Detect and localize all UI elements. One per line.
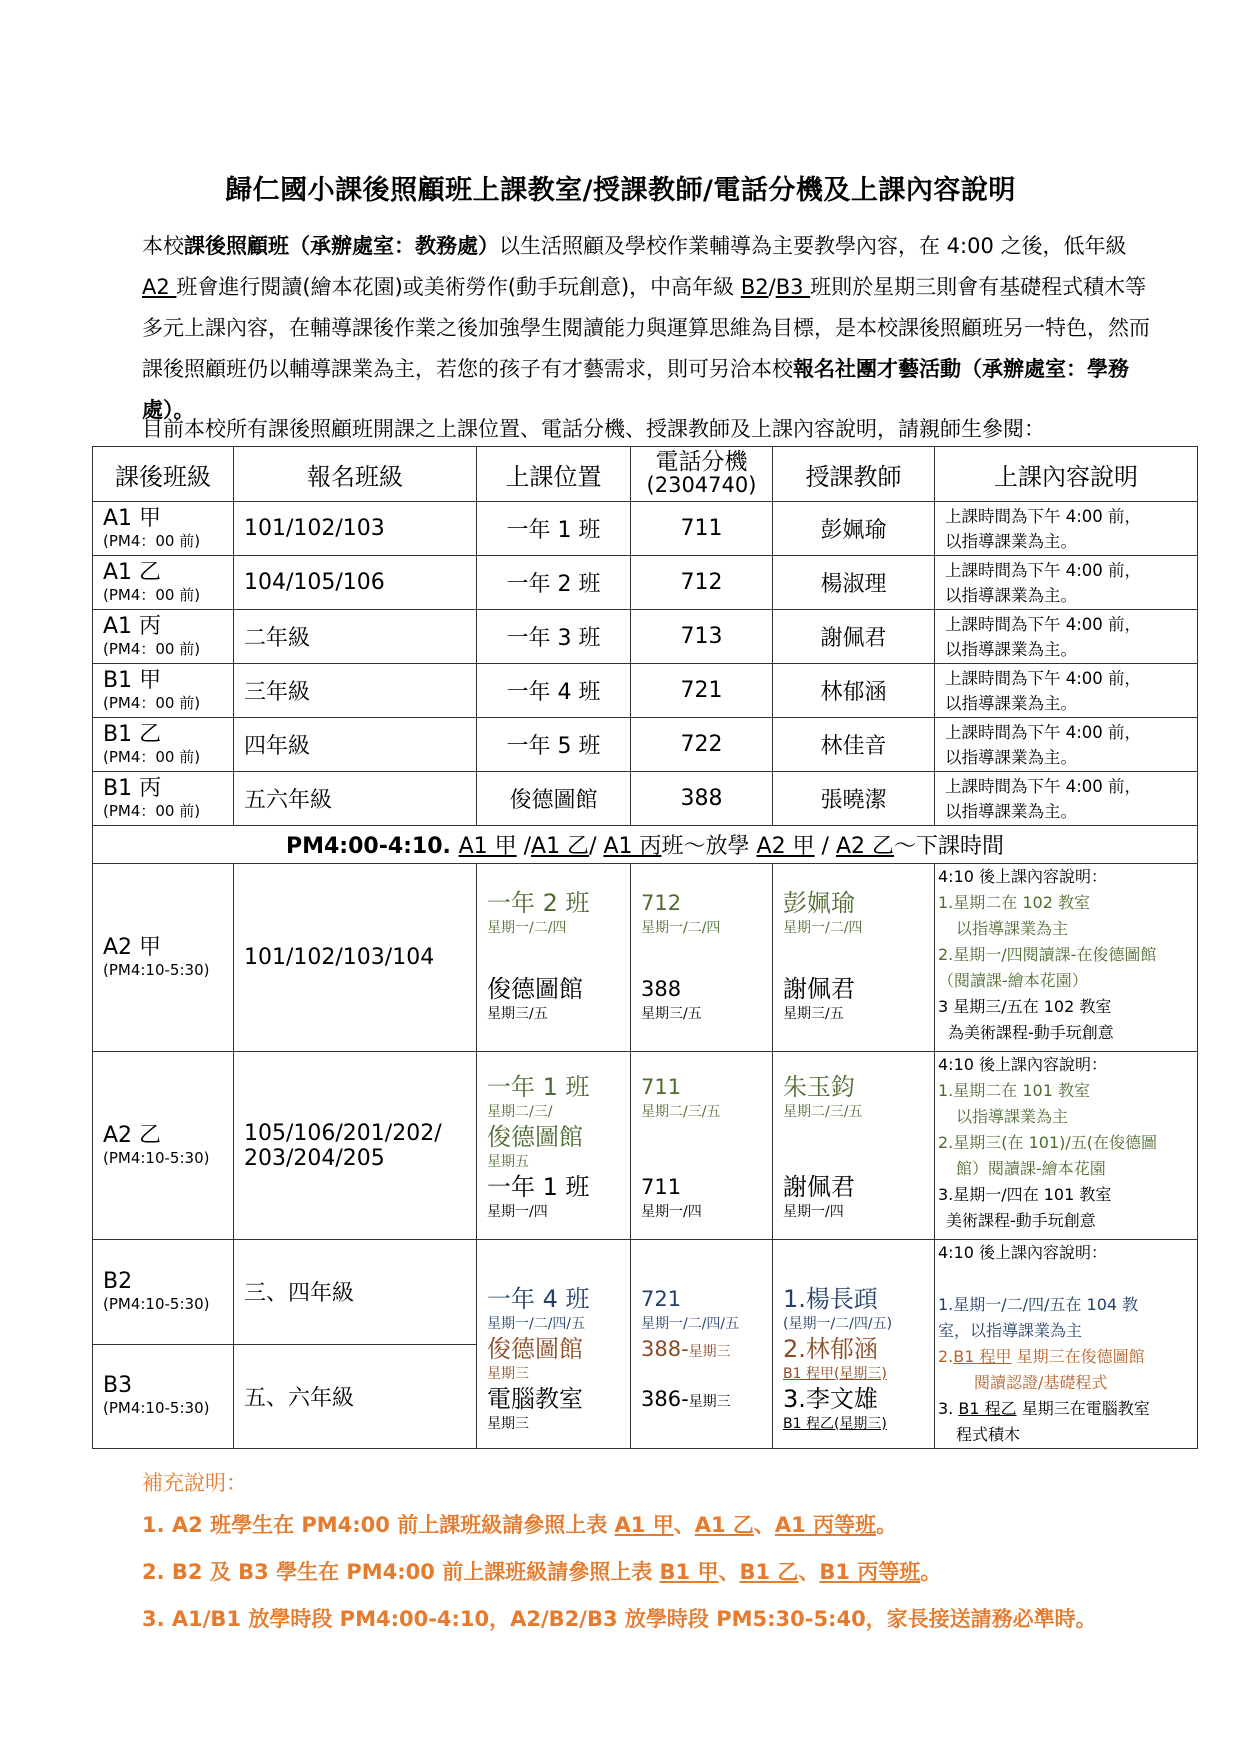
room-cell <box>477 1240 631 1449</box>
extension-secondary: 711 <box>641 1175 682 1199</box>
band-class: A1 甲 <box>458 834 517 859</box>
extension-primary: 721 <box>641 1287 682 1311</box>
class-cell <box>93 610 234 664</box>
class-cell <box>93 1240 234 1345</box>
class-time: (PM4:10-5:30) <box>103 1294 210 1313</box>
enroll-cell: 三年級 <box>234 664 477 718</box>
note-line: 上課時間為下午 4:00 前， <box>945 776 1142 796</box>
note-line: 上課時間為下午 4:00 前， <box>945 722 1142 742</box>
content-line: 4:10 後上課內容說明： <box>938 1243 1108 1262</box>
band-sep: / <box>589 834 604 859</box>
enroll-line: 105/106/201/202/ <box>244 1120 442 1146</box>
room-tertiary: 一年 1 班 <box>487 1173 590 1201</box>
class-time: (PM4:10-5:30) <box>103 960 210 979</box>
teacher-cell: 林郁涵 <box>773 664 935 718</box>
supplement-item: 3. A1/B1 放學時段 PM4:00-4:10，A2/B2/B3 放學時段 PM5:30-5:40，家長接送請務必準時。 <box>142 1607 1097 1631</box>
header-extension-phone: (2304740) <box>646 473 757 497</box>
teacher-days: 星期二/三/五 <box>783 1104 863 1120</box>
intro-bold-office: 課後照顧班（承辦處室：教務處） <box>184 234 499 258</box>
table-row <box>93 502 1198 556</box>
band-sep: 班～放學 <box>661 834 757 859</box>
supplement-class: B1 甲 <box>659 1560 719 1584</box>
class-cell <box>93 664 234 718</box>
table-row <box>93 556 1198 610</box>
intro-bold-club: 報名社團才藝活動（承辦處室：學務處）。 <box>142 357 1129 422</box>
class-name: B1 甲 <box>103 667 162 693</box>
teacher-days: B1 程甲(星期三) <box>783 1366 887 1382</box>
content-line: 程式積木 <box>956 1425 1021 1444</box>
content-line: 2.星期一/四閱讀課-在俊德圖館 <box>938 945 1157 964</box>
room-cell: 一年 1 班 <box>477 502 631 556</box>
note-line: 以指導課業為主。 <box>945 693 1077 713</box>
room-tertiary: 電腦教室 <box>487 1385 583 1413</box>
room-days: 星期三/五 <box>487 1006 548 1022</box>
class-time: (PM4:10-5:30) <box>103 1148 210 1167</box>
note-line: 上課時間為下午 4:00 前， <box>945 614 1142 634</box>
note-cell <box>935 556 1198 610</box>
table-row-a2yi <box>93 1052 1198 1240</box>
note-cell <box>935 664 1198 718</box>
teacher-primary: 彭姵瑜 <box>783 889 855 917</box>
room-cell <box>477 1052 631 1240</box>
band-class: A1 乙 <box>531 834 590 859</box>
extension-secondary: 388 <box>641 977 682 1001</box>
extension-cell: 713 <box>631 610 773 664</box>
room-days: 星期三 <box>487 1366 529 1382</box>
supplement-section <box>142 1467 1097 1650</box>
content-line: 3. <box>938 1399 959 1418</box>
content-line: 美術課程-動手玩創意 <box>946 1211 1096 1230</box>
class-name: A2 甲 <box>103 934 162 960</box>
note-line: 以指導課業為主。 <box>945 747 1077 767</box>
class-time: (PM4：00 前) <box>103 693 201 712</box>
teacher-cell: 張曉潔 <box>773 772 935 826</box>
lead-text: 目前本校所有課後照顧班開課之上課位置、電話分機、授課教師及上課內容說明，請親師生參閱： <box>142 417 1045 441</box>
table-row <box>93 610 1198 664</box>
class-time: (PM4：00 前) <box>103 585 201 604</box>
header-class: 課後班級 <box>93 447 234 502</box>
intro-underline-b2: B2 <box>740 275 769 299</box>
room-secondary: 俊德圖館 <box>487 1123 583 1151</box>
extension-cell <box>631 1052 773 1240</box>
room-cell: 一年 4 班 <box>477 664 631 718</box>
teacher-secondary: 謝佩君 <box>783 1173 855 1201</box>
enroll-cell: 五、六年級 <box>234 1344 477 1449</box>
extension-days: 星期三 <box>688 1394 731 1410</box>
class-cell <box>93 1344 234 1449</box>
note-line: 上課時間為下午 4:00 前， <box>945 560 1142 580</box>
room-days: 星期五 <box>487 1154 529 1170</box>
enroll-cell: 二年級 <box>234 610 477 664</box>
intro-text: 班則於星期三則會有基礎程式積木等多元上課內容，在輔導課後作業之後加強學生閱讀能力與運算思維為目標，是本校課後照顧班另一特色，然而課後照顧班仍以輔導課業為主，若您的孩子有才藝需求，則可另洽本校 <box>142 275 1150 381</box>
supplement-item <box>142 1556 1097 1586</box>
teacher-cell: 林佳音 <box>773 718 935 772</box>
table-row-a2jia <box>93 864 1198 1052</box>
header-teacher: 授課教師 <box>773 447 935 502</box>
note-cell <box>935 772 1198 826</box>
room-secondary: 俊德圖館 <box>487 975 583 1003</box>
schedule-band-row <box>93 826 1198 864</box>
extension-secondary: 388- <box>641 1337 689 1361</box>
supplement-heading: 補充說明： <box>142 1471 247 1495</box>
enroll-cell: 104/105/106 <box>234 556 477 610</box>
room-days: 星期一/四 <box>487 1204 548 1220</box>
table-row <box>93 718 1198 772</box>
intro-underline-b3: B3 <box>775 275 811 299</box>
content-line: 2. <box>938 1347 954 1366</box>
class-time: (PM4：00 前) <box>103 801 201 820</box>
class-time: (PM4:10-5:30) <box>103 1399 210 1418</box>
teacher-cell <box>773 864 935 1052</box>
room-cell: 一年 5 班 <box>477 718 631 772</box>
teacher-cell <box>773 1052 935 1240</box>
class-cell <box>93 772 234 826</box>
content-line: 1.星期二在 102 教室 <box>938 893 1090 912</box>
class-name: A1 乙 <box>103 559 162 585</box>
enroll-cell: 101/102/103/104 <box>234 864 477 1052</box>
extension-cell: 721 <box>631 664 773 718</box>
enroll-cell <box>234 1052 477 1240</box>
teacher-secondary: 2.林郁涵 <box>783 1335 878 1363</box>
content-line: 4:10 後上課內容說明： <box>938 1055 1108 1074</box>
supplement-text: 1. A2 班學生在 PM4:00 前上課班級請參照上表 <box>142 1513 615 1537</box>
teacher-cell: 彭姵瑜 <box>773 502 935 556</box>
extension-days: 星期三/五 <box>641 1006 702 1022</box>
class-name: B1 乙 <box>103 721 162 747</box>
content-line: B1 程乙 <box>958 1399 1017 1418</box>
content-line: 1.星期二在 101 教室 <box>938 1081 1090 1100</box>
extension-days: 星期一/二/四/五 <box>641 1316 740 1332</box>
room-secondary: 俊德圖館 <box>487 1335 583 1363</box>
schedule-table <box>92 446 1198 1449</box>
note-line: 以指導課業為主。 <box>945 639 1077 659</box>
supplement-text: 。 <box>876 1513 898 1537</box>
room-primary: 一年 1 班 <box>487 1073 590 1101</box>
content-line: 以指導課業為主 <box>956 1107 1069 1126</box>
table-row <box>93 664 1198 718</box>
header-extension-label: 電話分機 <box>655 449 748 475</box>
room-days: 星期一/二/四/五 <box>487 1316 586 1332</box>
supplement-text: 、 <box>673 1513 695 1537</box>
room-cell <box>477 864 631 1052</box>
band-sep: / <box>814 834 836 859</box>
content-cell <box>935 864 1198 1052</box>
intro-text: 班會進行閱讀(繪本花園)或美術勞作(動手玩創意)，中高年級 <box>176 275 741 299</box>
content-line: 星期三在電腦教室 <box>1016 1399 1150 1418</box>
class-time: (PM4：00 前) <box>103 747 201 766</box>
extension-tertiary: 386- <box>641 1387 689 1411</box>
class-name: B1 丙 <box>103 775 162 801</box>
supplement-text: 2. B2 及 B3 學生在 PM4:00 前上課班級請參照上表 <box>142 1560 660 1584</box>
supplement-item <box>142 1509 1097 1539</box>
class-time: (PM4：00 前) <box>103 639 201 658</box>
content-cell <box>935 1240 1198 1449</box>
teacher-days: 星期一/四 <box>783 1204 844 1220</box>
note-cell <box>935 502 1198 556</box>
class-cell <box>93 556 234 610</box>
note-line: 上課時間為下午 4:00 前， <box>945 668 1142 688</box>
band-class: A2 甲 <box>756 834 815 859</box>
table-row-b2 <box>93 1240 1198 1345</box>
room-days: 星期一/二/四 <box>487 920 567 936</box>
header-content: 上課內容說明 <box>935 447 1198 502</box>
note-cell <box>935 610 1198 664</box>
class-name: A2 乙 <box>103 1122 162 1148</box>
extension-primary: 712 <box>641 891 682 915</box>
content-line: 為美術課程-動手玩創意 <box>948 1023 1114 1042</box>
intro-text: / <box>768 275 776 299</box>
enroll-cell: 四年級 <box>234 718 477 772</box>
class-name: B3 <box>103 1373 133 1399</box>
teacher-primary: 朱玉鈞 <box>783 1073 855 1101</box>
content-line: 2.星期三(在 101)/五(在俊德圖 <box>938 1133 1158 1152</box>
band-sep: / <box>516 834 532 859</box>
content-line: 室，以指導課業為主 <box>938 1321 1083 1340</box>
supplement-class: A1 乙 <box>694 1513 754 1537</box>
content-line: （閱讀課-繪本花園） <box>938 971 1088 990</box>
teacher-primary: 1.楊長頙 <box>783 1285 878 1313</box>
room-days: 星期二/三/ <box>487 1104 553 1120</box>
header-extension <box>631 447 773 502</box>
class-time: (PM4：00 前) <box>103 531 201 550</box>
page-title: 歸仁國小課後照顧班上課教室/授課教師/電話分機及上課內容說明 <box>225 175 1016 206</box>
teacher-secondary: 謝佩君 <box>783 975 855 1003</box>
teacher-days: 星期一/二/四 <box>783 920 863 936</box>
class-cell <box>93 718 234 772</box>
teacher-tertiary: 3.李文雄 <box>783 1385 878 1413</box>
note-line: 上課時間為下午 4:00 前， <box>945 506 1142 526</box>
room-cell: 一年 3 班 <box>477 610 631 664</box>
class-cell <box>93 864 234 1052</box>
extension-cell <box>631 864 773 1052</box>
teacher-days: (星期一/二/四/五) <box>783 1316 893 1332</box>
supplement-class: B1 乙 <box>739 1560 799 1584</box>
note-line: 以指導課業為主。 <box>945 801 1077 821</box>
enroll-cell: 三、四年級 <box>234 1240 477 1345</box>
enroll-cell: 101/102/103 <box>234 502 477 556</box>
class-name: A1 丙 <box>103 613 162 639</box>
intro-text: 本校 <box>142 234 184 258</box>
teacher-cell: 謝佩君 <box>773 610 935 664</box>
content-line: 星期三在俊德圖館 <box>1011 1347 1145 1366</box>
extension-cell: 712 <box>631 556 773 610</box>
teacher-days: B1 程乙(星期三) <box>783 1416 887 1432</box>
content-line: 閱讀認證/基礎程式 <box>974 1373 1108 1392</box>
extension-days: 星期三 <box>688 1344 731 1360</box>
intro-text: 以生活照顧及學校作業輔導為主要教學內容，在 4:00 之後，低年級 <box>499 234 1127 258</box>
supplement-text: 、 <box>718 1560 740 1584</box>
supplement-class: A1 甲 <box>614 1513 674 1537</box>
supplement-class: B1 丙等班 <box>819 1560 921 1584</box>
room-primary: 一年 2 班 <box>487 889 590 917</box>
teacher-cell: 楊淑理 <box>773 556 935 610</box>
content-line: 3.星期一/四在 101 教室 <box>938 1185 1112 1204</box>
extension-cell: 722 <box>631 718 773 772</box>
extension-days: 星期一/二/四 <box>641 920 721 936</box>
table-row <box>93 772 1198 826</box>
class-name: A1 甲 <box>103 505 162 531</box>
supplement-class: A1 丙等班 <box>774 1513 877 1537</box>
content-line: 3 星期三/五在 102 教室 <box>938 997 1112 1016</box>
note-cell <box>935 718 1198 772</box>
intro-paragraph <box>142 226 1152 431</box>
teacher-cell <box>773 1240 935 1449</box>
class-cell <box>93 1052 234 1240</box>
band-class: A1 丙 <box>603 834 662 859</box>
room-cell: 一年 2 班 <box>477 556 631 610</box>
room-primary: 一年 4 班 <box>487 1285 590 1313</box>
room-cell: 俊德圖館 <box>477 772 631 826</box>
intro-underline-a2: A2 <box>142 275 177 299</box>
content-cell <box>935 1052 1198 1240</box>
content-line: 以指導課業為主 <box>956 919 1069 938</box>
extension-days: 星期一/四 <box>641 1204 702 1220</box>
content-line: B1 程甲 <box>953 1347 1012 1366</box>
content-line: 館）閱讀課-繪本花園 <box>956 1159 1106 1178</box>
extension-cell <box>631 1240 773 1449</box>
room-days: 星期三 <box>487 1416 529 1432</box>
extension-cell: 388 <box>631 772 773 826</box>
supplement-text: 、 <box>798 1560 820 1584</box>
extension-cell: 711 <box>631 502 773 556</box>
supplement-text: 、 <box>753 1513 775 1537</box>
note-line: 以指導課業為主。 <box>945 585 1077 605</box>
band-sep: ～下課時間 <box>894 834 1005 859</box>
enroll-cell: 五六年級 <box>234 772 477 826</box>
content-line: 4:10 後上課內容說明： <box>938 867 1108 886</box>
class-cell <box>93 502 234 556</box>
header-enroll: 報名班級 <box>234 447 477 502</box>
class-name: B2 <box>103 1268 133 1294</box>
header-room: 上課位置 <box>477 447 631 502</box>
teacher-days: 星期三/五 <box>783 1006 844 1022</box>
content-line: 1.星期一/二/四/五在 104 教 <box>938 1295 1139 1314</box>
extension-primary: 711 <box>641 1075 682 1099</box>
table-header-row <box>93 447 1198 502</box>
band-time: PM4:00-4:10. <box>285 834 459 859</box>
note-line: 以指導課業為主。 <box>945 531 1077 551</box>
band-class: A2 乙 <box>835 834 895 859</box>
supplement-text: 。 <box>920 1560 942 1584</box>
schedule-band <box>93 826 1198 864</box>
extension-days: 星期二/三/五 <box>641 1104 721 1120</box>
enroll-line: 203/204/205 <box>244 1145 385 1171</box>
